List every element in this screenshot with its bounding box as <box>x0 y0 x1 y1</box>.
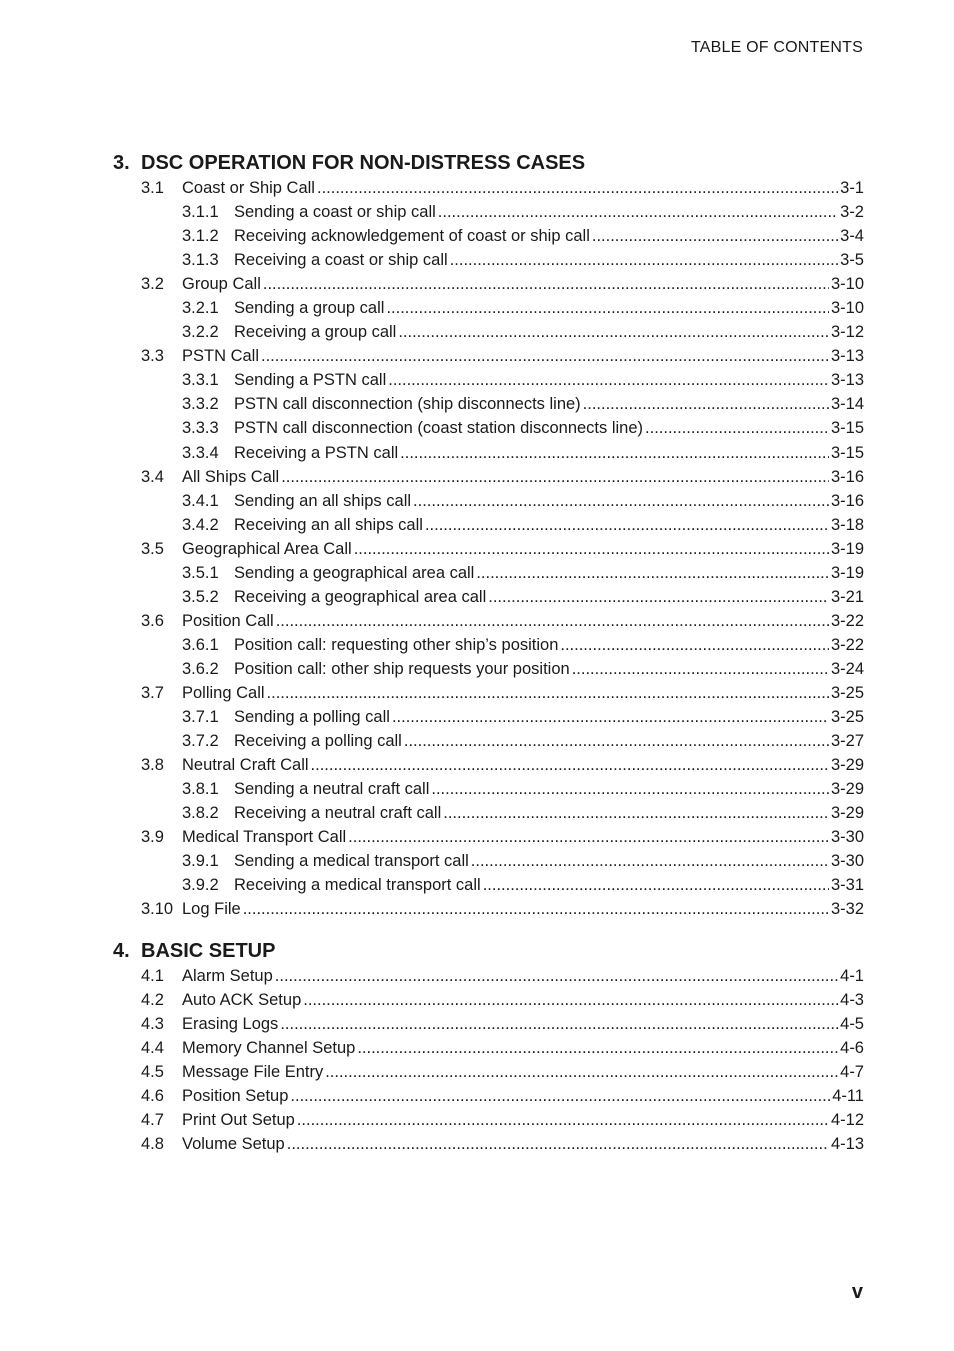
dot-leader <box>287 1132 829 1156</box>
toc-entry-number: 3.3.4 <box>182 443 219 462</box>
toc-entry-page: 3-4 <box>840 227 864 246</box>
dot-leader <box>476 561 829 585</box>
toc-entry-page: 3-15 <box>830 443 864 462</box>
toc-entry[interactable] <box>113 320 864 344</box>
toc-entry-title: Sending a geographical area call <box>234 563 475 582</box>
toc-entry-title: Sending a PSTN call <box>234 371 387 390</box>
toc-entry[interactable] <box>113 1060 864 1084</box>
toc-entry-number: 3.7.1 <box>182 708 219 727</box>
dot-leader <box>276 609 829 633</box>
toc-entry[interactable] <box>113 1012 864 1036</box>
chapter-number: 4. <box>113 940 130 962</box>
dot-leader <box>443 801 829 825</box>
toc-entry[interactable] <box>113 657 864 681</box>
dot-leader <box>388 368 829 392</box>
toc-entry-title: Erasing Logs <box>182 1015 279 1034</box>
toc-entry-page: 3-25 <box>830 683 864 702</box>
chapter-heading <box>113 150 864 176</box>
toc-entry-title: Geographical Area Call <box>182 539 352 558</box>
toc-entry-number: 4.8 <box>141 1135 164 1154</box>
toc-entry[interactable] <box>113 513 864 537</box>
toc-entry-number: 3.1.1 <box>182 203 219 222</box>
toc-entry-title: Sending a polling call <box>234 708 390 727</box>
dot-leader <box>572 657 829 681</box>
toc-entry-number: 4.7 <box>141 1111 164 1130</box>
toc-entry-number: 3.5 <box>141 539 164 558</box>
toc-entry[interactable] <box>113 200 864 224</box>
toc-entry-title: Log File <box>182 900 241 919</box>
toc-entry[interactable] <box>113 609 864 633</box>
toc-entry-page: 4-13 <box>830 1135 864 1154</box>
toc-entry[interactable] <box>113 465 864 489</box>
toc-entry[interactable] <box>113 897 864 921</box>
toc-entry-title: PSTN Call <box>182 347 260 366</box>
toc-entry-title: Receiving a coast or ship call <box>234 251 448 270</box>
toc-entry-page: 4-11 <box>832 1087 864 1106</box>
toc-entry-number: 3.8 <box>141 756 164 775</box>
toc-entry-page: 3-13 <box>830 371 864 390</box>
toc-entry-page: 3-16 <box>830 491 864 510</box>
toc-entry-number: 3.5.1 <box>182 563 219 582</box>
toc-entry[interactable] <box>113 296 864 320</box>
toc-entry-title: Position Call <box>182 611 274 630</box>
toc-entry[interactable] <box>113 1084 864 1108</box>
toc-entry[interactable] <box>113 561 864 585</box>
toc-entry[interactable] <box>113 633 864 657</box>
toc-entry[interactable] <box>113 441 864 465</box>
dot-leader <box>281 465 829 489</box>
dot-leader <box>431 777 829 801</box>
toc-entry[interactable] <box>113 705 864 729</box>
toc-entry-number: 3.6.2 <box>182 659 219 678</box>
toc-entry-title: Neutral Craft Call <box>182 756 309 775</box>
toc-entry-title: Sending a neutral craft call <box>234 780 430 799</box>
dot-leader <box>645 416 829 440</box>
toc-entry[interactable] <box>113 964 864 988</box>
toc-entry[interactable] <box>113 729 864 753</box>
toc-entry-number: 4.3 <box>141 1015 164 1034</box>
toc-entry-page: 3-10 <box>830 299 864 318</box>
toc-entry-page: 3-22 <box>830 635 864 654</box>
toc-entry-title: Sending a group call <box>234 299 385 318</box>
dot-leader <box>290 1084 830 1108</box>
toc-entry-number: 3.1 <box>141 179 164 197</box>
toc-entry-number: 4.5 <box>141 1063 164 1082</box>
running-header: TABLE OF CONTENTS <box>690 39 863 56</box>
dot-leader <box>280 1012 838 1036</box>
toc-entry-number: 3.5.2 <box>182 587 219 606</box>
toc-entry-number: 3.4.2 <box>182 515 219 534</box>
dot-leader <box>413 489 829 513</box>
toc-entry-page: 4-5 <box>840 1015 864 1034</box>
dot-leader <box>303 988 838 1012</box>
chapter-4-section <box>113 938 864 1156</box>
toc-entry-number: 3.7 <box>141 683 164 702</box>
toc-entry-page: 4-1 <box>840 967 864 985</box>
toc-entry[interactable] <box>113 585 864 609</box>
toc-entry-title: PSTN call disconnection (coast station disconnects line) <box>234 419 644 438</box>
toc-entry-title: Sending an all ships call <box>234 491 412 510</box>
toc-entry-number: 4.4 <box>141 1039 164 1058</box>
toc-entry-page: 3-29 <box>830 804 864 823</box>
toc-entry[interactable] <box>113 1132 864 1156</box>
toc-entry-title: Position call: other ship requests your position <box>234 659 570 678</box>
toc-entry-title: Receiving a medical transport call <box>234 876 481 895</box>
dot-leader <box>311 753 829 777</box>
toc-entry-number: 3.10 <box>141 900 174 919</box>
toc-entry-title: Receiving a neutral craft call <box>234 804 442 823</box>
toc-entry-number: 3.9 <box>141 828 164 847</box>
toc-entry-number: 3.4.1 <box>182 491 219 510</box>
dot-leader <box>386 296 829 320</box>
toc-entry-number: 3.9.1 <box>182 852 219 871</box>
dot-leader <box>398 320 829 344</box>
toc-entry[interactable] <box>113 849 864 873</box>
toc-entry[interactable] <box>113 801 864 825</box>
page-number: v <box>851 1281 863 1303</box>
toc-entry-title: Receiving acknowledgement of coast or ship call <box>234 227 590 246</box>
toc-entry-title: Auto ACK Setup <box>182 991 302 1010</box>
toc-entry[interactable] <box>113 1108 864 1132</box>
chapter-title: BASIC SETUP <box>141 940 276 962</box>
dot-leader <box>488 585 829 609</box>
dot-leader <box>483 873 829 897</box>
toc-entry-number: 3.8.2 <box>182 804 219 823</box>
toc-entry-title: Polling Call <box>182 683 265 702</box>
toc-entry-number: 3.3 <box>141 347 164 366</box>
dot-leader <box>275 964 838 988</box>
toc-entry[interactable] <box>113 753 864 777</box>
chapter-3-section <box>113 150 864 921</box>
toc-entry-list <box>113 964 864 1156</box>
toc-entry-title: Medical Transport Call <box>182 828 347 847</box>
toc-entry-title: Volume Setup <box>182 1135 285 1154</box>
toc-entry-number: 4.6 <box>141 1087 164 1106</box>
toc-entry-number: 3.7.2 <box>182 732 219 751</box>
toc-entry-title: Message File Entry <box>182 1063 324 1082</box>
toc-entry-page: 3-14 <box>830 395 864 414</box>
toc-entry-page: 3-27 <box>830 732 864 751</box>
toc-entry-page: 3-32 <box>830 900 864 919</box>
toc-entry-page: 3-16 <box>830 467 864 486</box>
dot-leader <box>592 224 838 248</box>
toc-entry[interactable] <box>113 416 864 440</box>
toc-entry-page: 3-19 <box>830 539 864 558</box>
chapter-title: DSC OPERATION FOR NON-DISTRESS CASES <box>141 152 586 174</box>
toc-entry[interactable] <box>113 537 864 561</box>
toc-entry-number: 3.3.3 <box>182 419 219 438</box>
toc-entry[interactable] <box>113 344 864 368</box>
toc-entry-number: 3.4 <box>141 467 164 486</box>
toc-entry-page: 3-30 <box>830 852 864 871</box>
dot-leader <box>425 513 829 537</box>
toc-entry-title: Receiving a geographical area call <box>234 587 487 606</box>
dot-leader <box>400 441 829 465</box>
toc-entry-title: PSTN call disconnection (ship disconnects line) <box>234 395 581 414</box>
toc-entry-title: Sending a medical transport call <box>234 852 469 871</box>
toc-entry-page: 3-22 <box>830 611 864 630</box>
toc-entry-title: Alarm Setup <box>182 967 273 985</box>
toc-entry[interactable] <box>113 825 864 849</box>
toc-entry-number: 3.6 <box>141 611 164 630</box>
toc-entry-number: 3.2.1 <box>182 299 219 318</box>
toc-entry-number: 3.3.2 <box>182 395 219 414</box>
toc-entry-page: 3-18 <box>830 515 864 534</box>
dot-leader <box>450 248 838 272</box>
toc-entry[interactable] <box>113 1036 864 1060</box>
toc-entry-page: 3-29 <box>830 780 864 799</box>
toc-entry-title: Print Out Setup <box>182 1111 295 1130</box>
dot-leader <box>267 681 829 705</box>
toc-entry[interactable] <box>113 873 864 897</box>
toc-entry-number: 3.3.1 <box>182 371 219 390</box>
toc-entry[interactable] <box>113 224 864 248</box>
toc-entry-page: 4-3 <box>840 991 864 1010</box>
toc-entry[interactable] <box>113 392 864 416</box>
toc-entry-page: 3-10 <box>830 275 864 294</box>
toc-entry-title: Receiving a PSTN call <box>234 443 399 462</box>
dot-leader <box>583 392 829 416</box>
toc-entry-page: 4-7 <box>840 1063 864 1082</box>
toc-entry-number: 4.2 <box>141 991 164 1010</box>
dot-leader <box>261 344 829 368</box>
toc-entry[interactable] <box>113 681 864 705</box>
toc-entry-title: Receiving an all ships call <box>234 515 423 534</box>
toc-entry-page: 3-29 <box>830 756 864 775</box>
toc-entry-page: 3-13 <box>830 347 864 366</box>
toc-entry-page: 3-19 <box>830 563 864 582</box>
toc-entry-number: 4.1 <box>141 967 164 985</box>
toc-entry-title: Position Setup <box>182 1087 289 1106</box>
toc-entry[interactable] <box>113 176 864 200</box>
toc-entry[interactable] <box>113 248 864 272</box>
dot-leader <box>357 1036 838 1060</box>
toc-entry-number: 3.2 <box>141 275 164 294</box>
toc-entry-page: 4-6 <box>840 1039 864 1058</box>
toc-entry-page: 3-5 <box>840 251 864 270</box>
toc-entry-page: 3-25 <box>830 708 864 727</box>
chapter-heading <box>113 938 864 964</box>
dot-leader <box>438 200 838 224</box>
toc-entry[interactable] <box>113 368 864 392</box>
toc-entry-page: 3-2 <box>840 203 864 222</box>
toc-entry-page: 3-30 <box>830 828 864 847</box>
toc-entry-title: Coast or Ship Call <box>182 179 315 197</box>
dot-leader <box>348 825 829 849</box>
dot-leader <box>392 705 829 729</box>
dot-leader <box>560 633 829 657</box>
toc-entry-title: Memory Channel Setup <box>182 1039 356 1058</box>
toc-entry[interactable] <box>113 988 864 1012</box>
toc-entry-page: 3-15 <box>830 419 864 438</box>
toc-entry-number: 3.8.1 <box>182 780 219 799</box>
toc-entry-number: 3.2.2 <box>182 323 219 342</box>
dot-leader <box>317 176 838 200</box>
dot-leader <box>354 537 829 561</box>
toc-entry-number: 3.1.2 <box>182 227 219 246</box>
dot-leader <box>404 729 829 753</box>
dot-leader <box>297 1108 829 1132</box>
toc-entry[interactable] <box>113 272 864 296</box>
toc-entry-page: 3-1 <box>840 179 864 197</box>
toc-entry-page: 3-21 <box>830 587 864 606</box>
toc-entry-page: 3-12 <box>830 323 864 342</box>
toc-entry-page: 3-31 <box>830 876 864 895</box>
toc-entry-number: 3.9.2 <box>182 876 219 895</box>
toc-entry[interactable] <box>113 489 864 513</box>
toc-entry-number: 3.6.1 <box>182 635 219 654</box>
toc-entry-number: 3.1.3 <box>182 251 219 270</box>
chapter-number: 3. <box>113 152 130 174</box>
dot-leader <box>243 897 829 921</box>
dot-leader <box>325 1060 838 1084</box>
toc-entry-title: Receiving a polling call <box>234 732 402 751</box>
dot-leader <box>263 272 829 296</box>
toc-entry-title: All Ships Call <box>182 467 280 486</box>
toc-entry-title: Sending a coast or ship call <box>234 203 436 222</box>
toc-entry-page: 4-12 <box>830 1111 864 1130</box>
toc-entry-list <box>113 176 864 921</box>
dot-leader <box>471 849 829 873</box>
toc-entry-title: Receiving a group call <box>234 323 397 342</box>
toc-entry[interactable] <box>113 777 864 801</box>
toc-entry-title: Group Call <box>182 275 261 294</box>
toc-entry-page: 3-24 <box>830 659 864 678</box>
toc-entry-title: Position call: requesting other ship’s position <box>234 635 559 654</box>
